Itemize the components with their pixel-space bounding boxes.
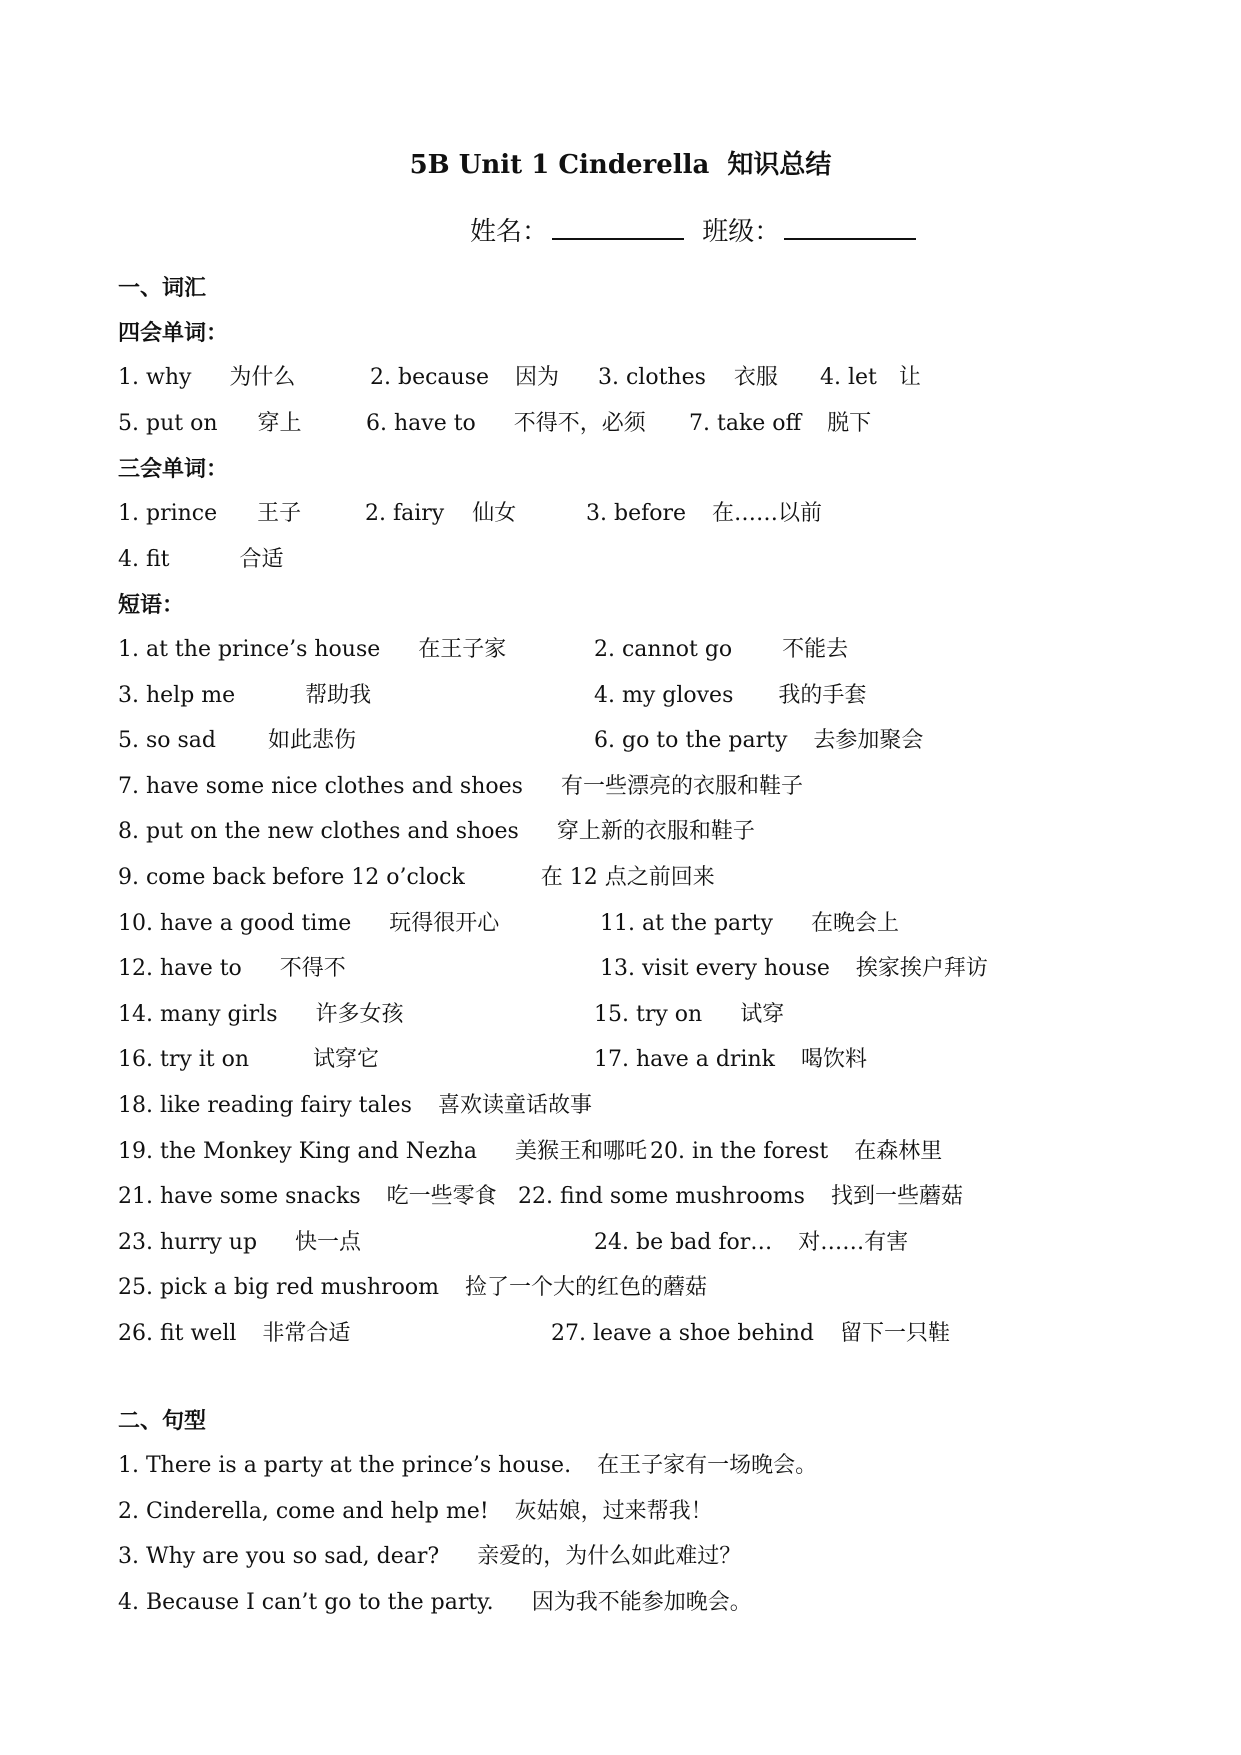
phrase-row xyxy=(118,675,1118,717)
chinese-meaning: 我的手套 xyxy=(778,682,867,708)
english-term: 4. Because I can’t go to the party. xyxy=(118,1589,494,1615)
vocab-entry xyxy=(118,1445,817,1487)
english-term: 5. so sad xyxy=(118,728,217,754)
vocab-entry xyxy=(118,539,284,581)
phrase-row xyxy=(118,1085,1118,1127)
english-term: 4. my gloves xyxy=(594,682,734,708)
english-term: 1. at the prince’s house xyxy=(118,637,381,662)
vocab-entry xyxy=(598,357,778,399)
chinese-meaning: 喜欢读童话故事 xyxy=(437,1093,592,1118)
english-term: 17. have a drink xyxy=(594,1047,775,1073)
english-term: 27. leave a shoe behind xyxy=(551,1321,814,1346)
class-blank[interactable] xyxy=(784,208,916,240)
english-term: 3. clothes xyxy=(598,365,706,390)
vocab-entry xyxy=(118,1582,752,1624)
phrase-row xyxy=(118,948,1118,990)
subheading-phrases: 短语： xyxy=(118,592,185,618)
phrase-row xyxy=(118,1039,1118,1081)
vocab-entry xyxy=(118,1176,497,1218)
chinese-meaning: 在王子家有一场晚会。 xyxy=(597,1453,818,1478)
phrase-row xyxy=(118,1313,1118,1355)
sentence-row xyxy=(118,1582,1118,1624)
english-term: 9. come back before 12 o’clock xyxy=(118,865,465,890)
english-term: 2. cannot go xyxy=(594,637,733,662)
chinese-meaning: 衣服 xyxy=(733,365,778,390)
title-chinese: 知识总结 xyxy=(727,150,832,180)
phrase-row xyxy=(118,766,1118,808)
chinese-meaning: 美猴王和哪吒 xyxy=(514,1138,647,1164)
vocab-entry xyxy=(118,948,346,990)
word-row xyxy=(118,403,1118,445)
phrase-row xyxy=(118,857,1118,899)
chinese-meaning: 找到一些蘑菇 xyxy=(830,1184,963,1210)
english-term: 2. because xyxy=(370,365,490,390)
english-term: 21. have some snacks xyxy=(118,1184,361,1210)
chinese-meaning: 让 xyxy=(898,365,921,390)
english-term: 2. Cinderella, come and help me! xyxy=(118,1498,489,1524)
vocab-entry xyxy=(650,1131,942,1173)
vocab-entry xyxy=(518,1176,963,1218)
chinese-meaning: 有一些漂亮的衣服和鞋子 xyxy=(560,773,803,799)
vocab-entry xyxy=(594,629,848,671)
subheading-four-skill-words: 四会单词： xyxy=(118,320,229,346)
english-term: 15. try on xyxy=(594,1001,703,1027)
phrase-row xyxy=(118,811,1118,853)
english-term: 8. put on the new clothes and shoes xyxy=(118,819,519,845)
chinese-meaning: 因为 xyxy=(515,365,560,390)
english-term: 11. at the party xyxy=(600,910,773,936)
sentence-row xyxy=(118,1536,1118,1578)
page-title xyxy=(0,145,1241,185)
chinese-meaning: 脱下 xyxy=(827,411,872,436)
chinese-meaning: 在……以前 xyxy=(712,501,823,526)
chinese-meaning: 喝饮料 xyxy=(800,1047,867,1073)
chinese-meaning: 仙女 xyxy=(472,501,517,526)
vocab-entry xyxy=(118,629,506,671)
phrase-row xyxy=(118,903,1118,945)
english-term: 23. hurry up xyxy=(118,1229,258,1255)
chinese-meaning: 如此悲伤 xyxy=(268,728,357,754)
vocab-entry xyxy=(118,1222,361,1264)
chinese-meaning: 灰姑娘，过来帮我！ xyxy=(514,1498,713,1524)
chinese-meaning: 合适 xyxy=(239,547,284,572)
vocab-entry xyxy=(118,1085,592,1127)
english-term: 3. Why are you so sad, dear? xyxy=(118,1544,440,1570)
vocab-entry xyxy=(594,1222,908,1264)
phrase-row xyxy=(118,1131,1118,1173)
sentence-row xyxy=(118,1491,1118,1533)
vocab-entry xyxy=(118,1536,741,1578)
english-term: 1. why xyxy=(118,365,192,390)
chinese-meaning: 王子 xyxy=(257,501,302,526)
vocab-entry xyxy=(594,675,866,717)
word-row xyxy=(118,357,1118,399)
vocab-entry xyxy=(118,1267,707,1309)
chinese-meaning: 穿上新的衣服和鞋子 xyxy=(556,819,755,845)
english-term: 14. many girls xyxy=(118,1001,278,1027)
chinese-meaning: 在森林里 xyxy=(854,1138,943,1164)
english-term: 10. have a good time xyxy=(118,910,352,936)
chinese-meaning: 非常合适 xyxy=(262,1321,351,1346)
word-row xyxy=(118,493,1118,535)
chinese-meaning: 快一点 xyxy=(295,1229,362,1255)
chinese-meaning: 不得不 xyxy=(279,956,346,982)
name-label: 姓名： xyxy=(470,217,549,247)
section-heading-vocabulary: 一、词汇 xyxy=(118,275,207,301)
chinese-meaning: 试穿它 xyxy=(313,1047,380,1073)
vocab-entry xyxy=(118,1039,379,1081)
vocab-entry xyxy=(118,903,499,945)
english-term: 3. help me xyxy=(118,682,236,708)
vocab-entry xyxy=(600,903,899,945)
english-term: 19. the Monkey King and Nezha xyxy=(118,1138,477,1164)
name-class-bar xyxy=(470,208,990,252)
chinese-meaning: 不得不，必须 xyxy=(513,411,646,436)
phrase-row xyxy=(118,1176,1118,1218)
vocab-entry xyxy=(118,857,715,899)
vocab-entry xyxy=(370,357,559,399)
vocab-entry xyxy=(118,493,301,535)
english-term: 6. have to xyxy=(366,411,476,436)
vocab-entry xyxy=(594,720,923,762)
english-term: 25. pick a big red mushroom xyxy=(118,1275,440,1301)
english-term: 16. try it on xyxy=(118,1047,250,1073)
phrase-row xyxy=(118,994,1118,1036)
chinese-meaning: 因为我不能参加晚会。 xyxy=(531,1589,752,1615)
english-term: 22. find some mushrooms xyxy=(518,1184,805,1210)
section-heading-sentence-patterns: 二、句型 xyxy=(118,1408,207,1434)
chinese-meaning: 亲爱的，为什么如此难过？ xyxy=(477,1544,742,1570)
english-term: 7. take off xyxy=(689,411,802,436)
vocab-entry xyxy=(118,720,356,762)
vocab-entry xyxy=(118,357,295,399)
english-term: 4. fit xyxy=(118,547,170,572)
sentence-row xyxy=(118,1445,1118,1487)
english-term: 20. in the forest xyxy=(650,1138,829,1164)
english-term: 26. fit well xyxy=(118,1321,237,1346)
english-term: 5. put on xyxy=(118,411,218,436)
vocab-entry xyxy=(594,994,784,1036)
vocab-entry xyxy=(600,948,988,990)
chinese-meaning: 不能去 xyxy=(782,637,849,662)
english-term: 1. There is a party at the prince’s house. xyxy=(118,1453,572,1478)
vocab-entry xyxy=(118,1313,350,1355)
chinese-meaning: 挨家挨户拜访 xyxy=(855,956,988,982)
vocab-entry xyxy=(118,1131,647,1173)
english-term: 6. go to the party xyxy=(594,728,788,754)
chinese-meaning: 穿上 xyxy=(257,411,302,436)
subheading-three-skill-words: 三会单词： xyxy=(118,456,229,482)
word-row xyxy=(118,539,1118,581)
chinese-meaning: 在晚会上 xyxy=(810,910,899,936)
chinese-meaning: 留下一只鞋 xyxy=(839,1321,950,1346)
title-english: 5B Unit 1 Cinderella xyxy=(409,150,710,180)
chinese-meaning: 在 12 点之前回来 xyxy=(540,865,715,890)
class-label: 班级： xyxy=(702,217,781,247)
vocab-entry xyxy=(365,493,516,535)
vocab-entry xyxy=(118,675,371,717)
english-term: 12. have to xyxy=(118,956,242,982)
vocab-entry xyxy=(118,1491,713,1533)
name-blank[interactable] xyxy=(552,208,684,240)
vocab-entry xyxy=(366,403,646,445)
english-term: 24. be bad for… xyxy=(594,1229,773,1255)
vocab-entry xyxy=(118,766,803,808)
chinese-meaning: 为什么 xyxy=(229,365,296,390)
vocab-entry xyxy=(586,493,822,535)
english-term: 3. before xyxy=(586,501,687,526)
english-term: 4. let xyxy=(820,365,877,390)
chinese-meaning: 玩得很开心 xyxy=(389,910,500,936)
chinese-meaning: 对……有害 xyxy=(798,1229,909,1255)
english-term: 7. have some nice clothes and shoes xyxy=(118,773,523,799)
vocab-entry xyxy=(820,357,921,399)
vocab-entry xyxy=(118,811,755,853)
chinese-meaning: 去参加聚会 xyxy=(813,728,924,754)
phrase-row xyxy=(118,720,1118,762)
vocab-entry xyxy=(118,403,302,445)
chinese-meaning: 试穿 xyxy=(740,1001,785,1027)
english-term: 2. fairy xyxy=(365,501,445,526)
phrase-row xyxy=(118,1222,1118,1264)
phrase-row xyxy=(118,629,1118,671)
chinese-meaning: 吃一些零食 xyxy=(386,1184,497,1210)
chinese-meaning: 捡了一个大的红色的蘑菇 xyxy=(465,1275,708,1301)
english-term: 13. visit every house xyxy=(600,956,830,982)
chinese-meaning: 在王子家 xyxy=(418,637,507,662)
english-term: 1. prince xyxy=(118,501,218,526)
vocab-entry xyxy=(689,403,871,445)
vocab-entry xyxy=(551,1313,950,1355)
english-term: 18. like reading fairy tales xyxy=(118,1093,412,1118)
phrase-row xyxy=(118,1267,1118,1309)
vocab-entry xyxy=(594,1039,867,1081)
vocab-entry xyxy=(118,994,404,1036)
chinese-meaning: 帮助我 xyxy=(305,682,372,708)
chinese-meaning: 许多女孩 xyxy=(315,1001,404,1027)
